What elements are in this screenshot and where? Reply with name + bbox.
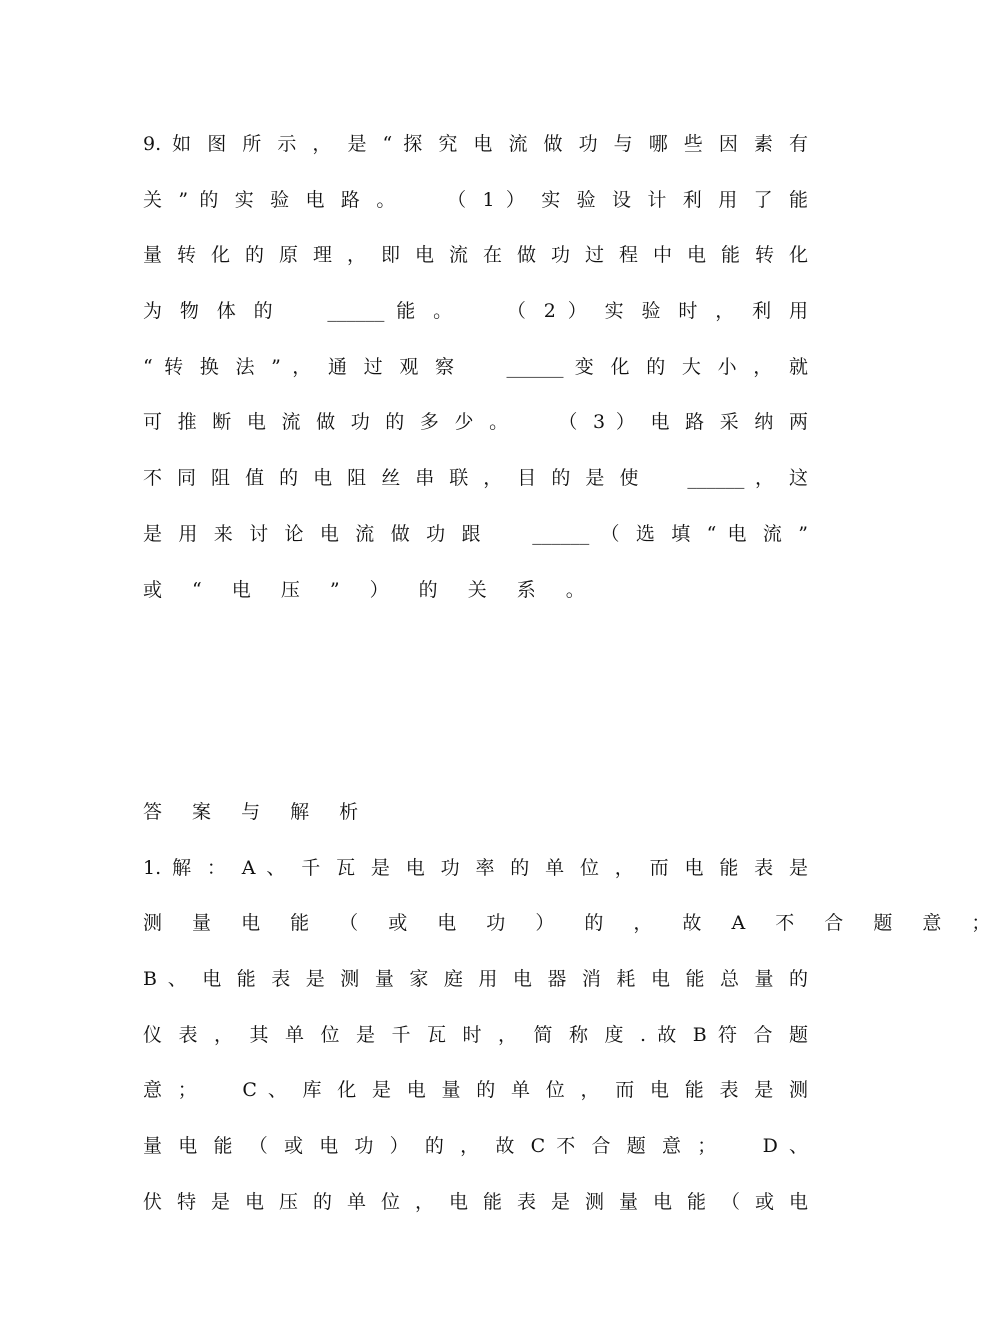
answer-line: 仪 表 ， 其 单 位 是 千 瓦 时 ， 简 称 度 . 故 B 符 合 题 [143, 1023, 808, 1046]
question-line: 或 “ 电 压 ” ） 的 关 系 。 [143, 578, 597, 601]
answer-line: 意 ； C 、 库 化 是 电 量 的 单 位 ， 而 电 能 表 是 测 [143, 1079, 808, 1102]
question-9 [143, 117, 834, 618]
answer-line: 伏 特 是 电 压 的 单 位 ， 电 能 表 是 测 量 电 能 （ 或 电 [143, 1190, 808, 1213]
question-line: “ 转 换 法 ” ， 通 过 观 察 ______ 变 化 的 大 小 ， 就 [143, 355, 808, 378]
question-line: 9. 如 图 所 示 ， 是 “ 探 究 电 流 做 功 与 哪 些 因 素 有 [143, 133, 808, 155]
answer-line: B 、 电 能 表 是 测 量 家 庭 用 电 器 消 耗 电 能 总 量 的 [143, 968, 808, 991]
answer-line: 1. 解 ： A 、 千 瓦 是 电 功 率 的 单 位 ， 而 电 能 表 是 [143, 856, 808, 879]
answer-heading: 答 案 与 解 析 [143, 801, 371, 823]
document-page [143, 0, 1002, 1344]
answer-line: 测 量 电 能 （ 或 电 功 ） 的 ， 故 A 不 合 题 意 ； [143, 912, 1002, 935]
question-line: 量 转 化 的 原 理 ， 即 电 流 在 做 功 过 程 中 电 能 转 化 [143, 244, 808, 267]
question-line: 是 用 来 讨 论 电 流 做 功 跟 ______ （ 选 填 “ 电 流 ” [143, 522, 808, 545]
question-line: 关 ” 的 实 验 电 路 。 （ 1 ） 实 验 设 计 利 用 了 能 [143, 188, 808, 211]
question-line: 为 物 体 的 ______ 能 。 （ 2 ） 实 验 时 ， 利 用 [143, 300, 834, 323]
question-line: 可 推 断 电 流 做 功 的 多 少 。 （ 3 ） 电 路 采 纳 两 [143, 411, 808, 434]
answer-section [143, 785, 1002, 1231]
answer-line: 量 电 能 （ 或 电 功 ） 的 ， 故 C 不 合 题 意 ； D 、 [143, 1135, 808, 1158]
question-line: 不 同 阻 值 的 电 阻 丝 串 联 ， 目 的 是 使 ______ ， 这 [143, 467, 808, 490]
